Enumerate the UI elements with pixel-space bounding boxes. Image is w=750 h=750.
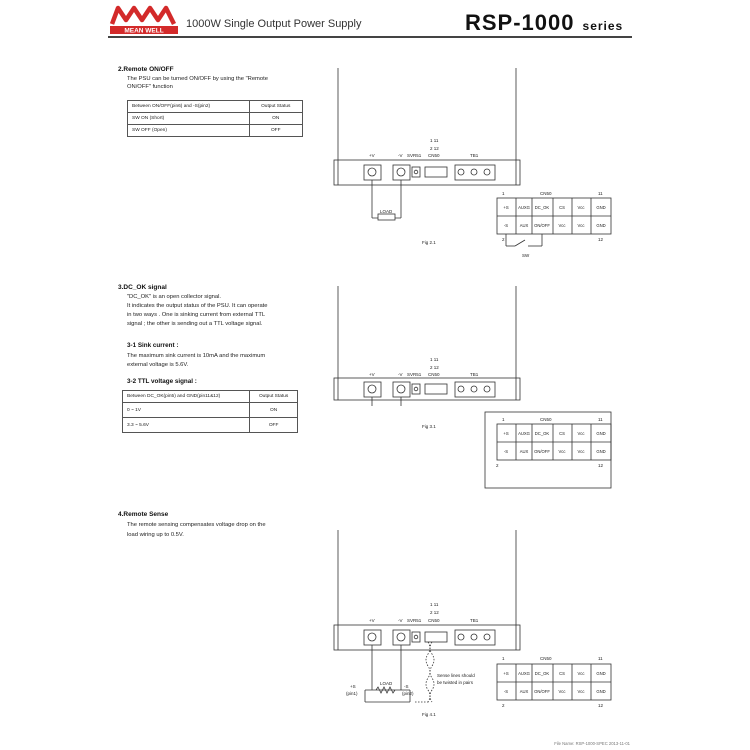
document-title: 1000W Single Output Power Supply xyxy=(186,18,362,30)
model-name: RSP-1000 xyxy=(465,10,575,35)
sense-desc-1: The remote sensing compensates voltage drop on the xyxy=(127,522,266,528)
pin-top-label: 1 11 xyxy=(430,357,439,362)
remote-sense-title: 4.Remote Sense xyxy=(118,511,169,518)
table-cell: ON xyxy=(250,403,298,418)
pin-cell: CS xyxy=(559,671,565,676)
psu-diagram-2 xyxy=(334,286,611,488)
pin-top-label: 2 12 xyxy=(430,365,439,370)
pin-cell: GND xyxy=(596,431,606,436)
pin-cell: Vcc xyxy=(577,671,585,676)
pin-number: 11 xyxy=(598,191,603,196)
tb1-label: TB1 xyxy=(470,618,479,623)
remote-desc-2: ON/OFF" function xyxy=(127,84,173,90)
logo-subtext: MEAN WELL xyxy=(124,27,164,34)
pin-cell: DC_OK xyxy=(534,431,550,436)
dcok-desc-1: "DC_OK" is an open collector signal. xyxy=(127,294,222,300)
fig-4-1-caption: Fig 4.1 xyxy=(422,712,436,717)
pin-cell: Vcc xyxy=(558,449,566,454)
pin-cell: GND xyxy=(596,689,606,694)
remote-onoff-title: 2.Remote ON/OFF xyxy=(118,66,174,73)
table-header: Between ON/OFF(pin6) and -S(pin2) xyxy=(128,101,250,113)
table-cell: 0 ~ 1V xyxy=(123,403,250,418)
svr-label: SVR51 xyxy=(407,618,422,623)
footer-file-info: File Name: RSP-1000-SPEC 2013-11-01 xyxy=(554,741,630,746)
pin-number: 1 xyxy=(502,656,505,661)
table-cell: SW OFF (Open) xyxy=(128,125,250,137)
table-cell: OFF xyxy=(250,418,298,433)
fig-2-1-caption: Fig 2.1 xyxy=(422,240,436,245)
sink-desc-2: external voltage is 5.6V. xyxy=(127,362,189,368)
pin-cell: ON/OFF xyxy=(534,689,550,694)
pin-cell: AUXG xyxy=(518,205,530,210)
pin-number: 12 xyxy=(598,463,604,468)
cn50-label: CN50 xyxy=(428,372,440,377)
minus-v-label: -V xyxy=(398,153,403,158)
pin-cell: DC_OK xyxy=(534,205,550,210)
dcok-desc-2: It indicates the output status of the PSU. It can operate xyxy=(127,303,268,309)
plus-v-label: +V xyxy=(369,618,375,623)
tb1-label: TB1 xyxy=(470,372,479,377)
pin-number: 2 xyxy=(502,237,505,242)
pin1-label: (pin1) xyxy=(346,691,358,696)
cn50-block-label: CN50 xyxy=(540,417,552,422)
pin-number: 1 xyxy=(502,417,505,422)
cn50-block-label: CN50 xyxy=(540,656,552,661)
table-cell: ON xyxy=(249,113,302,125)
pin-top-label: 1 11 xyxy=(430,602,439,607)
plus-v-label: +V xyxy=(369,153,375,158)
svr-label: SVR51 xyxy=(407,153,422,158)
pin-cell: DC_OK xyxy=(534,671,550,676)
pin-cell: AUXG xyxy=(518,671,530,676)
table-header: Between DC_OK(pin5) and GND(pin11&12) xyxy=(123,391,250,403)
load-label: LOAD xyxy=(380,681,393,686)
sink-desc-1: The maximum sink current is 10mA and the maximum xyxy=(127,353,266,359)
pin-cell: +S xyxy=(503,205,509,210)
table-cell: SW ON (Short) xyxy=(128,113,250,125)
pin-number: 12 xyxy=(598,237,604,242)
pin-cell: Vcc xyxy=(558,689,566,694)
fig-3-1-caption: Fig 3.1 xyxy=(422,424,436,429)
pin-top-label: 1 11 xyxy=(430,138,439,143)
pin-cell: -S xyxy=(503,223,509,228)
dcok-title: 3.DC_OK signal xyxy=(118,284,167,291)
pin-number: 11 xyxy=(598,656,603,661)
cn50-label: CN50 xyxy=(428,153,440,158)
minus-v-label: -V xyxy=(398,372,403,377)
sense-note: Sense lines should xyxy=(437,673,475,678)
plus-s-label: +S xyxy=(350,684,356,689)
pin-cell: Vcc xyxy=(577,689,585,694)
pin-number: 1 xyxy=(502,191,505,196)
pin-cell: CS xyxy=(559,431,565,436)
pin-number: 2 xyxy=(496,463,499,468)
sense-note: be twisted in pairs xyxy=(437,680,474,685)
pin-cell: -S xyxy=(503,689,509,694)
minus-v-label: -V xyxy=(398,618,403,623)
table-header: Output Status xyxy=(249,101,302,113)
sink-current-title: 3-1 Sink current : xyxy=(127,342,179,349)
cn50-label: CN50 xyxy=(428,618,440,623)
pin-cell: -S xyxy=(503,449,509,454)
remote-desc-1: The PSU can be turned ON/OFF by using the "Remote xyxy=(127,76,268,82)
dcok-desc-4: signal ; the other is sending out a TTL voltage signal. xyxy=(127,321,263,327)
svr-label: SVR51 xyxy=(407,372,422,377)
pin-cell: +S xyxy=(503,671,509,676)
table-header: Output Status xyxy=(250,391,298,403)
pin-cell: AUXG xyxy=(518,431,530,436)
plus-v-label: +V xyxy=(369,372,375,377)
pin-cell: Vcc xyxy=(577,205,585,210)
dcok-desc-3: in two ways . One is sinking current from external TTL xyxy=(127,312,266,318)
pin-number: 12 xyxy=(598,703,604,708)
pin-cell: Vcc xyxy=(577,431,585,436)
pin-cell: ON/OFF xyxy=(534,449,550,454)
pin2-label: (pin2) xyxy=(402,691,414,696)
pin-cell: ON/OFF xyxy=(534,223,550,228)
pin-cell: CS xyxy=(559,205,565,210)
ttl-signal-title: 3-2 TTL voltage signal : xyxy=(127,378,197,385)
pin-cell: Vcc xyxy=(577,449,585,454)
pin-cell: AUX xyxy=(519,689,529,694)
pin-number: 11 xyxy=(598,417,603,422)
pin-cell: AUX xyxy=(519,223,529,228)
cn50-block-label: CN50 xyxy=(540,191,552,196)
pin-cell: Vcc xyxy=(558,223,566,228)
table-cell: OFF xyxy=(249,125,302,137)
load-label: LOAD xyxy=(380,209,393,214)
pin-cell: GND xyxy=(596,223,606,228)
pin-cell: +S xyxy=(503,431,509,436)
pin-top-label: 2 12 xyxy=(430,146,439,151)
pin-number: 2 xyxy=(502,703,505,708)
pin-cell: AUX xyxy=(519,449,529,454)
sw-label: SW xyxy=(522,253,530,258)
pin-cell: GND xyxy=(596,449,606,454)
sense-desc-2: load wiring up to 0.5V. xyxy=(127,532,184,538)
table-cell: 3.3 ~ 5.6V xyxy=(123,418,250,433)
pin-cell: GND xyxy=(596,671,606,676)
minus-s-label: -S xyxy=(404,684,409,689)
tb1-label: TB1 xyxy=(470,153,479,158)
pin-top-label: 2 12 xyxy=(430,610,439,615)
series-label: series xyxy=(582,19,624,33)
pin-cell: GND xyxy=(596,205,606,210)
pin-cell: Vcc xyxy=(577,223,585,228)
